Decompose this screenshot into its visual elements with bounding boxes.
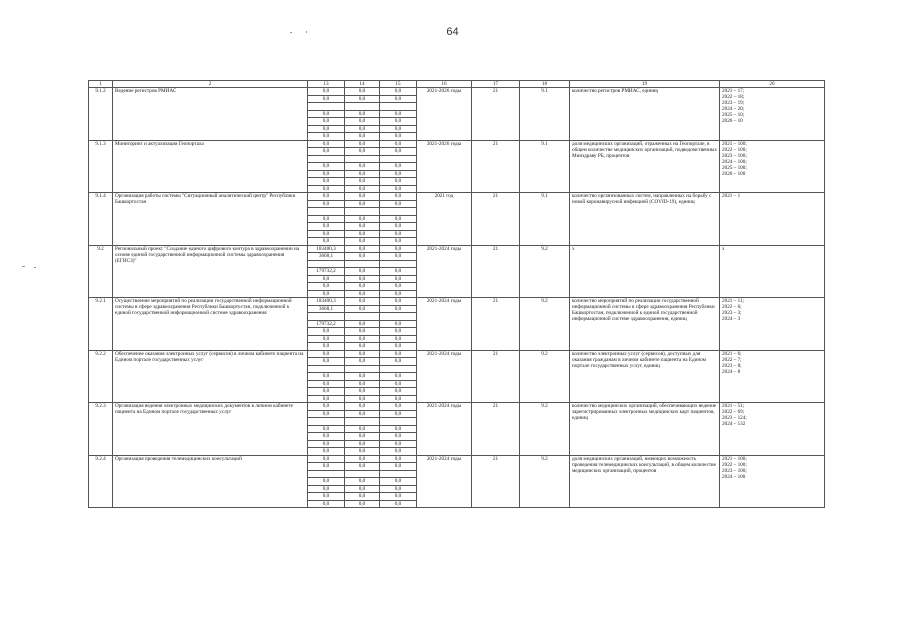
amount-cell: 0,0 (345, 493, 380, 501)
amount-cell: 0,0 (345, 380, 380, 388)
target-values-cell: 2021 – 17; 2022 – 18; 2023 – 19; 2024 – 20; 2025 – 10; 2026 – 10 (720, 88, 825, 141)
amount-cell: 0,0 (345, 238, 380, 246)
target-values-cell: 2021 – 1 (720, 193, 825, 246)
amount-cell: 0,0 (345, 395, 380, 403)
amount-cell: 183400,3 (308, 298, 345, 306)
target-values-cell: 2021 – 100; 2022 – 100; 2023 – 100; 2024 – 100; 2025 – 100; 2026 – 100 (720, 140, 825, 193)
amount-cell: 0,0 (380, 178, 417, 186)
amount-cell: 0,0 (345, 425, 380, 433)
period-cell: 2021-2024 годы (417, 455, 472, 508)
amount-cell: 0,0 (380, 88, 417, 96)
header-cell: 13 (308, 81, 345, 88)
amount-cell: 0,0 (380, 425, 417, 433)
header-cell: 15 (380, 81, 417, 88)
scan-speck (22, 266, 25, 267)
amount-cell: 0,0 (380, 455, 417, 463)
amount-cell: 0,0 (308, 350, 345, 358)
amount-cell (345, 418, 380, 426)
amount-cell: 0,0 (380, 485, 417, 493)
amount-cell: 0,0 (345, 215, 380, 223)
header-cell: 2 (113, 81, 308, 88)
amount-cell (308, 418, 345, 426)
amount-cell: 0,0 (380, 343, 417, 351)
amount-cell: 0,0 (308, 290, 345, 298)
amount-cell (380, 155, 417, 163)
amount-cell: 0,0 (380, 283, 417, 291)
scan-speck (290, 32, 292, 33)
column-18-cell: 9.1 (520, 140, 570, 193)
amount-cell: 0,0 (345, 463, 380, 471)
amount-cell: 0,0 (308, 230, 345, 238)
amount-cell: 0,0 (308, 500, 345, 508)
amount-cell: 0,0 (380, 133, 417, 141)
amount-cell: 0,0 (308, 125, 345, 133)
amount-cell: 0,0 (308, 95, 345, 103)
amount-cell: 0,0 (308, 395, 345, 403)
period-cell: 2021-2024 годы (417, 298, 472, 351)
amount-cell: 0,0 (308, 275, 345, 283)
amount-cell: 0,0 (345, 485, 380, 493)
period-cell: 2021-2024 годы (417, 350, 472, 403)
amount-cell: 0,0 (308, 148, 345, 156)
amount-cell: 0,0 (308, 425, 345, 433)
table-row (89, 350, 825, 358)
amount-cell (308, 365, 345, 373)
amount-cell: 0,0 (345, 440, 380, 448)
amount-cell: 0,0 (308, 88, 345, 96)
indicator-cell: количество регистров РМИАС, единиц (570, 88, 720, 141)
amount-cell (380, 470, 417, 478)
amount-cell: 0,0 (308, 343, 345, 351)
amount-cell: 0,0 (345, 200, 380, 208)
amount-cell: 0,0 (380, 275, 417, 283)
amount-cell: 0,0 (345, 118, 380, 126)
amount-cell (308, 208, 345, 216)
amount-cell: 0,0 (308, 358, 345, 366)
amount-cell: 0,0 (345, 245, 380, 253)
amount-cell: 0,0 (308, 185, 345, 193)
amount-cell: 0,0 (380, 463, 417, 471)
item-name: Региональный проект "Создание единого цифрового контура в здравоохранении на основе единой государственной информационной системы здравоохранения (ЕГИСЗ)" (113, 245, 308, 298)
amount-cell: 0,0 (345, 373, 380, 381)
amount-cell: 0,0 (308, 283, 345, 291)
amount-cell: 0,0 (345, 478, 380, 486)
column-17-cell: 21 (472, 298, 520, 351)
amount-cell (308, 470, 345, 478)
amount-cell (345, 103, 380, 111)
amount-cell: 0,0 (380, 500, 417, 508)
amount-cell: 0,0 (345, 170, 380, 178)
amount-cell: 0,0 (345, 148, 380, 156)
amount-cell: 0,0 (380, 320, 417, 328)
amount-cell: 3668,1 (308, 253, 345, 261)
amount-cell: 0,0 (345, 358, 380, 366)
amount-cell (380, 313, 417, 321)
amount-cell: 0,0 (308, 433, 345, 441)
amount-cell: 0,0 (345, 298, 380, 306)
amount-cell: 0,0 (345, 455, 380, 463)
amount-cell: 0,0 (308, 328, 345, 336)
amount-cell: 0,0 (308, 133, 345, 141)
amount-cell: 0,0 (380, 245, 417, 253)
amount-cell: 0,0 (380, 215, 417, 223)
amount-cell: 0,0 (308, 388, 345, 396)
amount-cell: 0,0 (380, 118, 417, 126)
period-cell: 2021-2026 годы (417, 88, 472, 141)
amount-cell (380, 418, 417, 426)
column-17-cell: 21 (472, 350, 520, 403)
amount-cell: 0,0 (380, 223, 417, 231)
table-row (89, 403, 825, 411)
amount-cell: 0,0 (308, 163, 345, 171)
amount-cell: 0,0 (380, 358, 417, 366)
header-row (89, 81, 825, 88)
amount-cell: 0,0 (380, 170, 417, 178)
indicator-cell: количество организованных систем, направленных на борьбу с новой коронавирусной инфекцией (COVID-19), единиц (570, 193, 720, 246)
indicator-cell: количество мероприятий по реализации государственной информационной системы в сфере здравоохранения Республики Башкортостан, подключенной к единой государственной информационной системе здравоохранения, единиц (570, 298, 720, 351)
amount-cell: 0,0 (345, 283, 380, 291)
amount-cell: 0,0 (380, 268, 417, 276)
amount-cell: 0,0 (380, 95, 417, 103)
amount-cell: 0,0 (380, 478, 417, 486)
amount-cell: 179732,2 (308, 268, 345, 276)
amount-cell: 0,0 (380, 148, 417, 156)
amount-cell: 0,0 (308, 448, 345, 456)
amount-cell: 0,0 (345, 500, 380, 508)
amount-cell: 0,0 (345, 140, 380, 148)
amount-cell: 0,0 (380, 433, 417, 441)
amount-cell: 0,0 (345, 350, 380, 358)
amount-cell: 0,0 (345, 185, 380, 193)
amount-cell (380, 260, 417, 268)
amount-cell: 0,0 (380, 140, 417, 148)
period-cell: 2021-2024 годы (417, 245, 472, 298)
amount-cell: 0,0 (308, 410, 345, 418)
scan-speck (306, 31, 307, 33)
amount-cell (380, 103, 417, 111)
amount-cell (380, 208, 417, 216)
column-18-cell: 9.2 (520, 403, 570, 456)
table-row (89, 455, 825, 463)
indicator-cell: доля медицинских организаций, имеющих возможность проведения телемедицинских консультаций, в общем количестве медицинских организаций, процентов (570, 455, 720, 508)
amount-cell: 0,0 (380, 448, 417, 456)
amount-cell: 0,0 (345, 410, 380, 418)
amount-cell (308, 260, 345, 268)
item-name: Организация проведения телемедицинских консультаций (113, 455, 308, 508)
amount-cell: 0,0 (308, 178, 345, 186)
amount-cell: 0,0 (380, 185, 417, 193)
amount-cell: 0,0 (308, 463, 345, 471)
target-values-cell: 2021 – 100; 2022 – 100; 2023 – 100; 2024 – 100 (720, 455, 825, 508)
target-values-cell: х (720, 245, 825, 298)
amount-cell: 0,0 (380, 403, 417, 411)
amount-cell (308, 313, 345, 321)
amount-cell: 0,0 (380, 193, 417, 201)
amount-cell: 0,0 (345, 290, 380, 298)
amount-cell: 0,0 (345, 95, 380, 103)
item-number: 9.1.3 (89, 140, 113, 193)
amount-cell: 0,0 (380, 230, 417, 238)
column-17-cell: 21 (472, 455, 520, 508)
amount-cell: 0,0 (345, 253, 380, 261)
item-number: 9.2.3 (89, 403, 113, 456)
item-name: Обеспечение оказания электронных услуг (сервисов) в личном кабинете пациента на Едином портале государственных услуг (113, 350, 308, 403)
amount-cell: 0,0 (345, 193, 380, 201)
amount-cell: 0,0 (380, 328, 417, 336)
indicator-cell: доля медицинских организаций, отраженных на Геопортале, в общем количестве медицинских организаций, подведомственных Минздраву РБ, процентов (570, 140, 720, 193)
header-cell: 17 (472, 81, 520, 88)
amount-cell: 0,0 (380, 125, 417, 133)
table-row (89, 88, 825, 96)
amount-cell: 0,0 (308, 238, 345, 246)
amount-cell: 0,0 (380, 380, 417, 388)
amount-cell: 0,0 (380, 350, 417, 358)
amount-cell (345, 260, 380, 268)
column-17-cell: 21 (472, 403, 520, 456)
amount-cell: 0,0 (380, 238, 417, 246)
amount-cell: 0,0 (308, 403, 345, 411)
target-values-cell: 2021 – 6; 2022 – 7; 2023 – 8; 2024 – 8 (720, 350, 825, 403)
amount-cell: 0,0 (308, 493, 345, 501)
amount-cell: 0,0 (345, 178, 380, 186)
page-number: 64 (446, 26, 459, 38)
amount-cell: 0,0 (380, 395, 417, 403)
column-18-cell: 9.1 (520, 193, 570, 246)
target-values-cell: 2021 – 51; 2022 – 69; 2023 – 124; 2024 – 132 (720, 403, 825, 456)
header-cell: 16 (417, 81, 472, 88)
amount-cell: 0,0 (380, 373, 417, 381)
amount-cell: 0,0 (380, 388, 417, 396)
amount-cell: 0,0 (345, 163, 380, 171)
amount-cell: 0,0 (308, 455, 345, 463)
amount-cell: 0,0 (308, 380, 345, 388)
item-name: Организация ведения электронных медицинских документов в личном кабинете пациента на Едином портале государственных услуг (113, 403, 308, 456)
amount-cell: 0,0 (380, 163, 417, 171)
table-row (89, 298, 825, 306)
item-number: 9.1.4 (89, 193, 113, 246)
column-17-cell: 21 (472, 245, 520, 298)
amount-cell (345, 365, 380, 373)
amount-cell: 0,0 (308, 215, 345, 223)
indicator-cell: количество электронных услуг (сервисов), доступных для оказания гражданам в личном кабинете пациента на Едином портале государственных услуг, единиц (570, 350, 720, 403)
amount-cell: 0,0 (308, 223, 345, 231)
amount-cell: 179732,2 (308, 320, 345, 328)
amount-cell: 0,0 (380, 440, 417, 448)
amount-cell: 0,0 (380, 110, 417, 118)
amount-cell: 0,0 (345, 110, 380, 118)
column-18-cell: 9.2 (520, 350, 570, 403)
amount-cell: 0,0 (308, 485, 345, 493)
amount-cell: 0,0 (345, 268, 380, 276)
column-18-cell: 9.2 (520, 245, 570, 298)
period-cell: 2021-2026 годы (417, 140, 472, 193)
amount-cell: 0,0 (345, 320, 380, 328)
amount-cell (380, 365, 417, 373)
amount-cell: 0,0 (345, 125, 380, 133)
amount-cell: 0,0 (345, 328, 380, 336)
amount-cell: 3668,1 (308, 305, 345, 313)
amount-cell: 0,0 (308, 193, 345, 201)
column-17-cell: 21 (472, 140, 520, 193)
item-name: Организация работы системы "Ситуационный аналитический центр" Республики Башкортостан (113, 193, 308, 246)
header-cell: 19 (570, 81, 720, 88)
item-name: Осуществление мероприятий по реализации государственной информационной системы в сфере здравоохранения Республики Башкортостан, подключенной к единой государственной информационной системе здравоохранения (113, 298, 308, 351)
amount-cell: 0,0 (345, 230, 380, 238)
item-name: Ведение регистров РМИАС (113, 88, 308, 141)
header-cell: 18 (520, 81, 570, 88)
amount-cell: 0,0 (308, 200, 345, 208)
amount-cell (345, 313, 380, 321)
amount-cell: 0,0 (345, 403, 380, 411)
amount-cell: 0,0 (308, 170, 345, 178)
amount-cell: 0,0 (308, 118, 345, 126)
header-cell: 20 (720, 81, 825, 88)
period-cell: 2021-2024 годы (417, 403, 472, 456)
amount-cell (345, 470, 380, 478)
amount-cell: 0,0 (345, 223, 380, 231)
amount-cell: 0,0 (345, 305, 380, 313)
amount-cell: 0,0 (380, 335, 417, 343)
amount-cell: 0,0 (380, 253, 417, 261)
amount-cell: 0,0 (345, 88, 380, 96)
period-cell: 2021 год (417, 193, 472, 246)
scan-speck (34, 267, 36, 268)
table-row (89, 140, 825, 148)
amount-cell: 0,0 (380, 493, 417, 501)
amount-cell (345, 155, 380, 163)
table-row (89, 245, 825, 253)
amount-cell: 0,0 (380, 410, 417, 418)
amount-cell: 0,0 (308, 440, 345, 448)
amount-cell: 0,0 (308, 140, 345, 148)
column-18-cell: 9.1 (520, 88, 570, 141)
amount-cell: 0,0 (308, 478, 345, 486)
target-values-cell: 2021 – 11; 2022 – 6; 2023 – 3; 2024 – 3 (720, 298, 825, 351)
header-cell: 14 (345, 81, 380, 88)
column-17-cell: 21 (472, 88, 520, 141)
item-number: 9.2.1 (89, 298, 113, 351)
amount-cell: 0,0 (345, 343, 380, 351)
amount-cell (308, 103, 345, 111)
column-18-cell: 9.2 (520, 455, 570, 508)
amount-cell: 0,0 (345, 433, 380, 441)
header-cell: 1 (89, 81, 113, 88)
amount-cell: 0,0 (308, 335, 345, 343)
indicator-cell: х (570, 245, 720, 298)
amount-cell: 0,0 (345, 275, 380, 283)
amount-cell: 0,0 (345, 448, 380, 456)
amount-cell (345, 208, 380, 216)
amount-cell: 0,0 (345, 335, 380, 343)
amount-cell (308, 155, 345, 163)
amount-cell: 183400,3 (308, 245, 345, 253)
amount-cell: 0,0 (345, 388, 380, 396)
item-name: Мониторинг и актуализация Геопортала (113, 140, 308, 193)
amount-cell: 0,0 (380, 298, 417, 306)
table-row (89, 193, 825, 201)
item-number: 9.2 (89, 245, 113, 298)
column-18-cell: 9.2 (520, 298, 570, 351)
item-number: 9.2.2 (89, 350, 113, 403)
budget-table (88, 80, 825, 508)
amount-cell: 0,0 (380, 290, 417, 298)
amount-cell: 0,0 (308, 373, 345, 381)
amount-cell: 0,0 (345, 133, 380, 141)
column-17-cell: 21 (472, 193, 520, 246)
indicator-cell: количество медицинских организаций, обеспечивающих ведение зарегистрированных электронных медицинских карт пациентов, единиц (570, 403, 720, 456)
amount-cell: 0,0 (380, 305, 417, 313)
item-number: 9.2.4 (89, 455, 113, 508)
amount-cell: 0,0 (380, 200, 417, 208)
item-number: 9.1.2 (89, 88, 113, 141)
amount-cell: 0,0 (308, 110, 345, 118)
